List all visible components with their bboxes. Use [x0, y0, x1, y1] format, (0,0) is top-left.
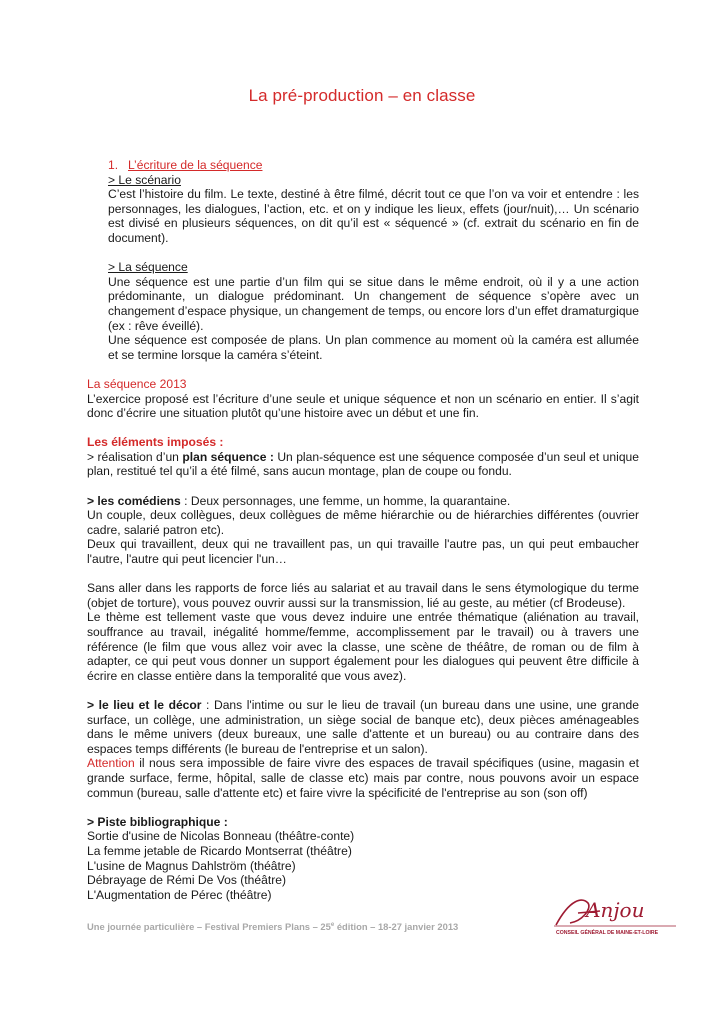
- section-number: 1.: [108, 158, 119, 172]
- sequence-2013-heading: La séquence 2013: [87, 376, 187, 391]
- attention-paragraph: Attention il nous sera impossible de faire vivre des espaces de travail spécifiques (usine, magasin et grande surface, ferme, hôpital, salle de classe etc) mais par contre, nous pouvons avoir un espace commun (bureau, salle d'attente etc) et faire vivre la spécificité de l'entreprise au son (son off): [87, 756, 639, 800]
- theme-paragraph: Le thème est tellement vaste que vous devez induire une entrée thématique (aliénation au travail, souffrance au travail, inégalité homme/femme, accomplissement par le travail) ou à travers une référence (le film que vous allez voir avec la classe, une scène de théâtre, de roman ou de film à adapter, ce qui peut vous donner un support également pour les dialogues qui peuvent être difficile à écrire en classe entière dans la temporalité que vous avez).: [87, 610, 639, 683]
- footer-text: Une journée particulière – Festival Premiers Plans – 25e édition – 18-27 janvier 2013: [87, 921, 459, 932]
- section-heading: [87, 158, 639, 173]
- biblio-item: La femme jetable de Ricardo Montserrat (théâtre): [87, 843, 352, 858]
- biblio-list: [87, 829, 639, 902]
- couple-paragraph: Un couple, deux collègues, deux collègues de même hiérarchie ou de hiérarchies différentes (ouvrier cadre, salarié patron etc).: [87, 508, 639, 537]
- section-title: L’écriture de la séquence: [128, 158, 263, 172]
- scenario-paragraph: C’est l’histoire du film. Le texte, destiné à être filmé, décrit tout ce que l’on va voir et entendre : les personnages, les dialogues, l’action, etc. et on y indique les lieux, effets (jour/nuit),… Un scénario est divisé en plusieurs séquences, on dit qu’il est « séquencé » (cf. extrait du scénario en fin de document).: [108, 187, 639, 245]
- travail-paragraph: Deux qui travaillent, deux qui ne travaillent pas, un qui travaille l'autre pas, un qui peut embaucher l'autre, l'autre qui peut licencier l'un…: [87, 537, 639, 567]
- scenario-label: > Le scénario: [108, 172, 181, 187]
- sequence-paragraph-2: Une séquence est composée de plans. Un plan commence au moment où la caméra est allumée et se termine lorsque la caméra s’éteint.: [108, 333, 639, 362]
- svg-text:CONSEIL GÉNÉRAL DE MAINE-ET-LO: CONSEIL GÉNÉRAL DE MAINE-ET-LOIRE: [556, 930, 659, 936]
- biblio-item: Débrayage de Rémi De Vos (théâtre): [87, 873, 286, 888]
- biblio-item: L'usine de Magnus Dahlström (théâtre): [87, 858, 296, 873]
- sequence-2013-paragraph: L’exercice proposé est l’écriture d’une seule et unique séquence et non un scénario en entier. Il s’agit donc d’écrire une situation plutôt qu’une histoire avec un début et une fin.: [87, 391, 639, 421]
- biblio-heading: > Piste bibliographique :: [87, 814, 228, 829]
- document-body: [87, 158, 639, 902]
- sequence-paragraph-1: Une séquence est une partie d’un film qui se situe dans le même endroit, où il y a une action prédominante, un dialogue prédominant. Un changement de séquence s’opère avec un changement d’espace physique, un changement de temps, ou encore lors d’un effet dramaturgique (ex : rêve éveillé).: [108, 274, 639, 333]
- comediens-paragraph: > les comédiens : Deux personnages, une femme, un homme, la quarantaine.: [87, 493, 511, 508]
- biblio-item: Sortie d'usine de Nicolas Bonneau (théâtre-conte): [87, 829, 355, 844]
- sequence-label: > La séquence: [108, 260, 188, 275]
- plan-sequence-paragraph: > réalisation d’un plan séquence : Un plan-séquence est une séquence composée d’un seul et unique plan, restitué tel qu’il a été filmé, sans aucun montage, plan de coupe ou fondu.: [87, 449, 639, 479]
- rapports-paragraph: Sans aller dans les rapports de force liés au salariat et au travail dans le sens étymologique du terme (objet de torture), vous pouvez ouvrir aussi sur la transmission, lié au geste, au métier (cf Brodeuse).: [87, 581, 639, 610]
- svg-text:Anjou: Anjou: [586, 898, 645, 922]
- page-title: La pré-production – en classe: [248, 86, 476, 105]
- lieu-paragraph: > le lieu et le décor : Dans l'intime ou sur le lieu de travail (un bureau dans une usine, une grande surface, un collège, une administration, un siège social de banque etc), deux pièces aménageables dans le même univers (deux bureaux, une salle d'attente et un bureau) ou au contraire dans des espaces temps différents (le bureau de l'entreprise et un salon).: [87, 697, 639, 756]
- elements-heading: Les éléments imposés :: [87, 435, 224, 450]
- biblio-item: L'Augmentation de Pérec (théâtre): [87, 887, 272, 902]
- anjou-logo: [548, 895, 678, 941]
